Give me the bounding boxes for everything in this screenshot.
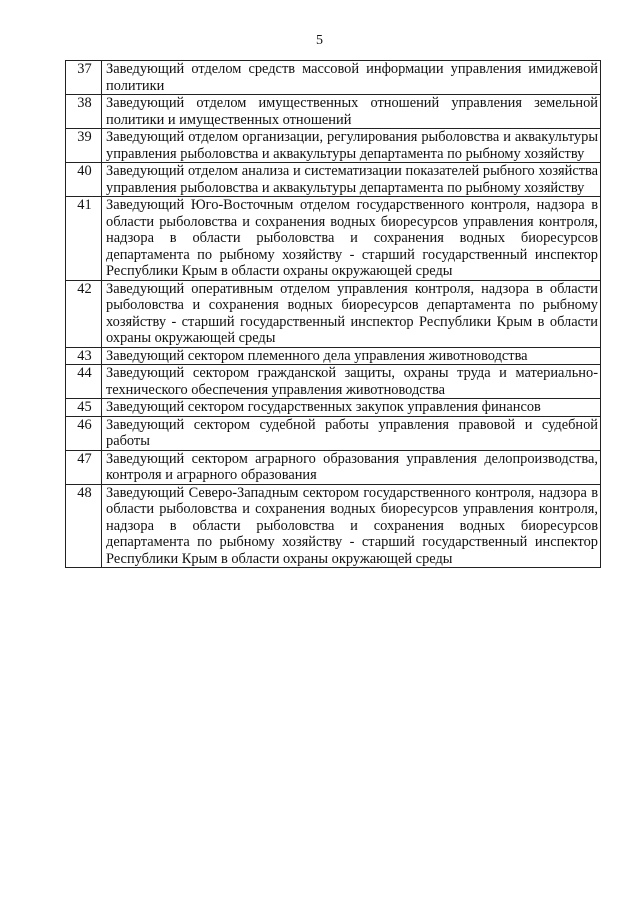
position-title: Заведующий сектором племенного дела управления животноводства <box>102 347 601 365</box>
table-row <box>66 416 601 450</box>
row-number: 47 <box>66 450 102 484</box>
row-number: 46 <box>66 416 102 450</box>
position-title: Заведующий Юго-Восточным отделом государственного контроля, надзора в области рыболовства и сохранения водных биоресурсов управления контроля, надзора в области рыболовства и сохранения водных биоресурсов департамента по рыбному хозяйству - старший государственный инспектор Республики Крым в области охраны окружающей среды <box>102 197 601 281</box>
table-row <box>66 129 601 163</box>
table-row <box>66 61 601 95</box>
row-number: 48 <box>66 484 102 568</box>
position-title: Заведующий отделом имущественных отношений управления земельной политики и имущественных отношений <box>102 95 601 129</box>
position-title: Заведующий сектором государственных закупок управления финансов <box>102 399 601 417</box>
table-row <box>66 163 601 197</box>
table-row <box>66 347 601 365</box>
position-title: Заведующий сектором гражданской защиты, охраны труда и материально-технического обеспечения управления животноводства <box>102 365 601 399</box>
row-number: 38 <box>66 95 102 129</box>
table-row <box>66 484 601 568</box>
row-number: 44 <box>66 365 102 399</box>
row-number: 41 <box>66 197 102 281</box>
page-number: 5 <box>316 33 323 48</box>
row-number: 39 <box>66 129 102 163</box>
table-row <box>66 280 601 347</box>
row-number: 43 <box>66 347 102 365</box>
table-row <box>66 95 601 129</box>
position-title: Заведующий отделом организации, регулирования рыболовства и аквакультуры управления рыболовства и аквакультуры департамента по рыбному хозяйству <box>102 129 601 163</box>
row-number: 42 <box>66 280 102 347</box>
position-title: Заведующий отделом анализа и систематизации показателей рыбного хозяйства управления рыболовства и аквакультуры департамента по рыбному хозяйству <box>102 163 601 197</box>
row-number: 40 <box>66 163 102 197</box>
position-title: Заведующий оперативным отделом управления контроля, надзора в области рыболовства и сохранения водных биоресурсов департамента по рыбному хозяйству - старший государственный инспектор Республики Крым в области охраны окружающей среды <box>102 280 601 347</box>
position-title: Заведующий отделом средств массовой информации управления имиджевой политики <box>102 61 601 95</box>
position-title: Заведующий сектором судебной работы управления правовой и судебной работы <box>102 416 601 450</box>
table-row <box>66 450 601 484</box>
table-row <box>66 399 601 417</box>
table-row <box>66 365 601 399</box>
row-number: 45 <box>66 399 102 417</box>
position-title: Заведующий Северо-Западным сектором государственного контроля, надзора в области рыболовства и сохранения водных биоресурсов управления контроля, надзора в области рыболовства и сохранения водных биоресурсов департамента по рыбному хозяйству - старший государственный инспектор Республики Крым в области охраны окружающей среды <box>102 484 601 568</box>
position-title: Заведующий сектором аграрного образования управления делопроизводства, контроля и аграрного образования <box>102 450 601 484</box>
table-row <box>66 197 601 281</box>
positions-table <box>65 60 601 568</box>
row-number: 37 <box>66 61 102 95</box>
